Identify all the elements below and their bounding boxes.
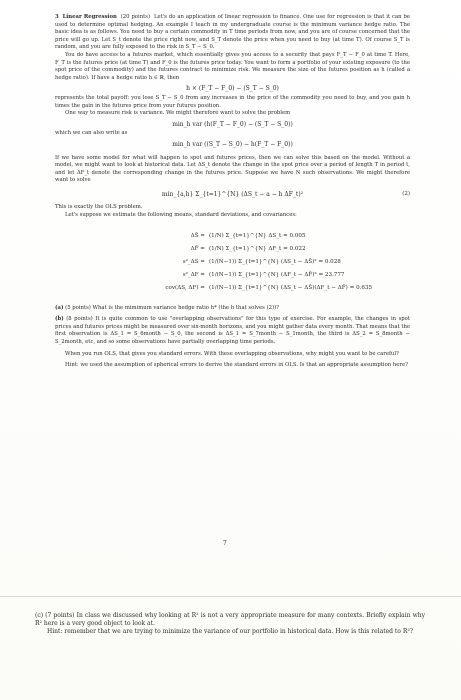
- intro-text: Let's do an application of linear regression to finance. One use for regression is that it can be used to determine optimal hedging. An example I teach in my undergraduate course is the minimum variance hedge ratio. The basic idea is as follows. You need to buy a certain commodity in T time periods from now, and you are of course concerned that the price will go up. Let S_t denote the price right now, and S_T denote the price when you need to buy (at time T). Of course S_T is random, and you are fully exposed to the risk in S_T − S_0.: [55, 14, 411, 51]
- question-a-text: (5 points) What is the mimimum variance hedge ratio h* (the h that solves (2))?: [65, 304, 279, 311]
- problem-title: Linear Regression: [62, 14, 117, 20]
- question-c-text: (7 points) In class we discussed why looking at R² is not a very appropriate measure for many contexts. Briefly explain why R² here is a very good object to look at.: [35, 612, 425, 628]
- question-b-label: (b): [55, 316, 64, 323]
- question-c: [35, 612, 425, 628]
- problem-points: (20 points): [120, 14, 151, 20]
- question-b-text: (8 points) It is quite common to use "overlapping observations" for this type of exercise. For example, the changes in spot prices and futures prices might be measured over six-month horizons, and you might gather data every month. That means that the first observation is ΔS_1 = S_6month − S_0, the second is ΔS_1 = S_7month − S_1month, the third is ΔS_2 = S_8month − S_2month, etc, and so some observations have partially overlapping time periods.: [55, 316, 410, 346]
- stat-row: [155, 243, 410, 256]
- stat-label: ΔS̄ =: [190, 232, 205, 239]
- problem-number: 3: [55, 14, 59, 20]
- paragraph-ols: This is exactly the OLS problem.: [55, 204, 143, 211]
- questions: [55, 305, 410, 370]
- stat-value: (1/(N−1)) Σ_{t=1}^{N} (ΔF_t − ΔF̄)² = 23.777: [209, 271, 345, 278]
- question-b-followup: When you run OLS, that gives you standard errors. With these overlapping observations, why might you want to be careful?: [65, 350, 399, 357]
- question-c-hint: Hint: remember that we are trying to minimize the variance of our portfolio in historical data. How is this related to R²?: [47, 628, 413, 636]
- paragraph-rewrite: which we can also write as: [55, 130, 128, 137]
- paragraph-estimates: Let's suppose we estimate the following means, standard deviations, and covariances:: [65, 212, 297, 219]
- statistics-block: [155, 230, 410, 295]
- stat-label: s²_ΔS =: [182, 258, 205, 265]
- paragraph-payoff: represents the total payoff: you lose S_T − S_0 from any increases in the price of the commodity you need to buy, and you gain h times the gain in the futures price from your futures position.: [55, 94, 410, 109]
- stat-value: (1/N) Σ_{t=1}^{N} ΔF_t = 0.022: [209, 245, 306, 252]
- stat-label: ΔF̄ =: [190, 245, 205, 252]
- problem-section: [55, 14, 410, 370]
- stat-value: (1/N) Σ_{t=1}^{N} ΔS_t = 0.005: [209, 232, 306, 239]
- paragraph-variance: One way to measure risk is variance. We might therefore want to solve the problem: [65, 110, 291, 117]
- question-b: [55, 316, 410, 346]
- stat-value: (1/(N−1)) Σ_{t=1}^{N} (ΔS_t − ΔS̄)² = 0.028: [209, 258, 341, 265]
- equation-minvar: min_h var (h(F_T − F_0) − (S_T − S_0)): [172, 120, 293, 128]
- stat-row: [155, 256, 410, 269]
- next-page-section: [35, 612, 425, 637]
- question-b-hint: Hint: we used the assumption of spherical errors to derive the standard errors in OLS. Is that an appropriate assumption here?: [65, 362, 408, 369]
- equation-ols: [55, 191, 410, 199]
- stat-label: s²_ΔF =: [182, 271, 205, 278]
- question-c-label: (c): [35, 612, 44, 619]
- equation-minvar-alt: min_h var ((S_T − S_0) − h(F_T − F_0)): [172, 140, 293, 148]
- paragraph-historical: If we have some model for what will happen to spot and futures prices, then we can solve this based on the model. Without a model, we might want to look at historical data. Let ΔS_t denote the change in the spot price over a period of length T in period t, and let ΔF_t denote the corresponding change in the futures price. Suppose we have N such observations. We might therefore want to solve: [55, 154, 410, 184]
- stat-label: cov(ΔS, ΔF) =: [165, 284, 205, 291]
- paragraph-futures: You do have access to a futures market, which essentially gives you access to a security that pays F_T − F_0 at time T. Here, F_T is the futures price (at time T) and F_0 is the futures price today. You want to form a portfolio of your existing exposure (to the spot price of the commodity) and the futures contract to minimize risk. We measure the size of the futures position as h (called a hedge ratio). If have a hedge ratio h ∈ ℝ, then: [55, 51, 410, 81]
- page-break-divider: [0, 596, 461, 597]
- stat-row: [155, 230, 410, 243]
- equation-ols-body: min_{a,h} Σ_{t=1}^{N} (ΔS_t − a − h ΔF_t)²: [161, 190, 304, 198]
- stat-row: [155, 269, 410, 282]
- problem-intro: [55, 14, 410, 52]
- question-a-label: (a): [55, 304, 64, 311]
- stat-row: [155, 282, 410, 295]
- equation-number: (2): [402, 190, 410, 197]
- equation-payoff: h × (F_T − F_0) − (S_T − S_0): [186, 85, 279, 93]
- question-a: [55, 305, 410, 313]
- page-number: 7: [223, 540, 227, 547]
- stat-value: (1/(N−1)) Σ_{t=1}^{N} (ΔS_t − ΔS̄)(ΔF_t − ΔF̄) = 0.635: [209, 284, 373, 291]
